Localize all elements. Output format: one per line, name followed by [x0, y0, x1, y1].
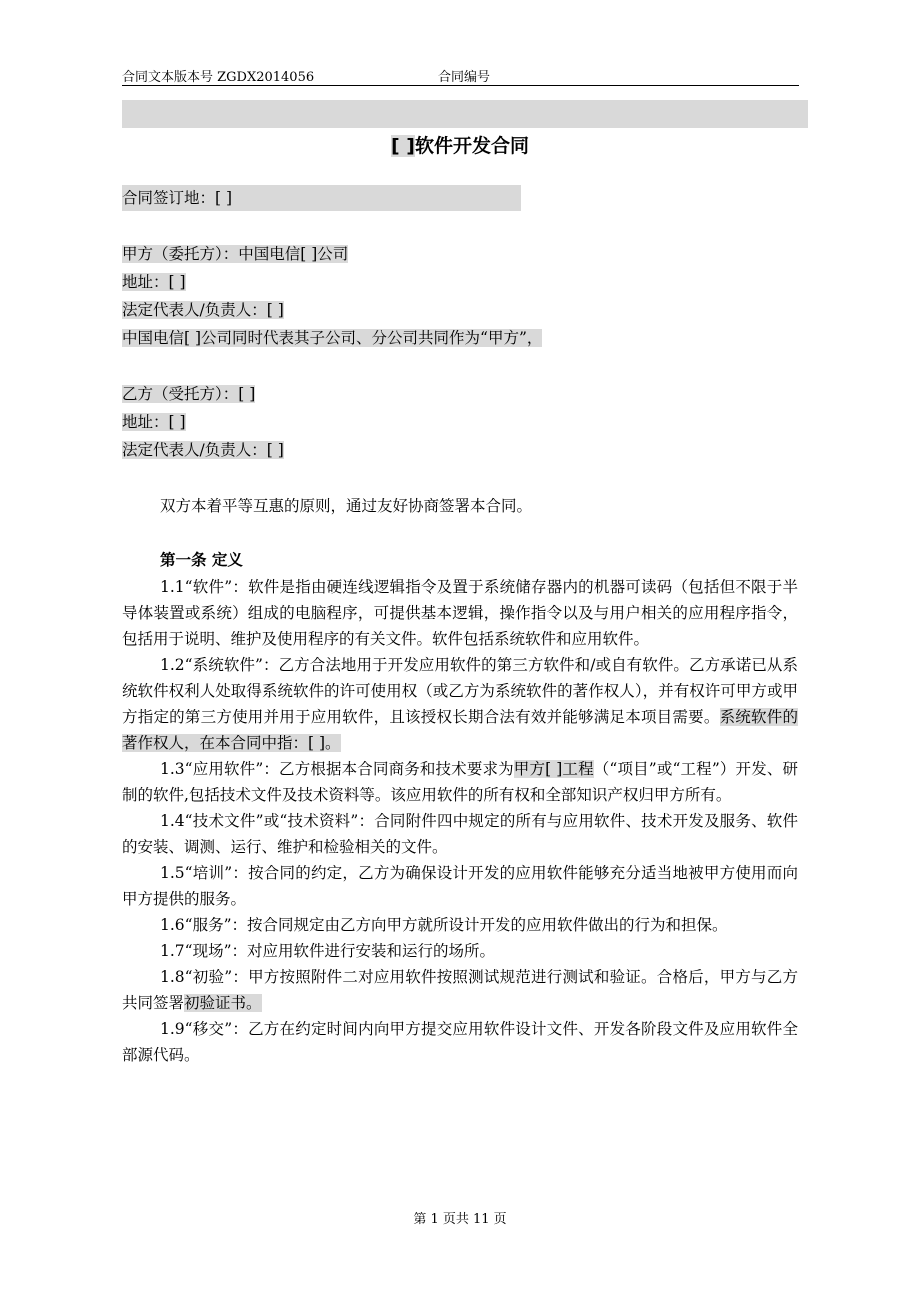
party-a: 甲方（委托方）：中国电信[ ]公司: [122, 245, 349, 263]
clause-1-4: 1.4“技术文件”或“技术资料”：合同附件四中规定的所有与应用软件、技术开发及服务、软件的安装、调测、运行、维护和检验相关的文件。: [122, 812, 798, 856]
title-text: 软件开发合同: [414, 135, 529, 157]
clause-1-1: 1.1“软件”：软件是指由硬连线逻辑指令及置于系统储存器内的机器可读码（包括但不限于半导体装置或系统）组成的电脑程序，可提供基本逻辑，操作指令以及与用户相关的应用程序指令，包括用于说明、维护及使用程序的有关文件。软件包括系统软件和应用软件。: [122, 578, 798, 648]
preamble: 双方本着平等互惠的原则，通过友好协商签署本合同。: [160, 497, 533, 515]
article-1-heading: 第一条 定义: [160, 551, 243, 569]
version-label: 合同文本版本号 ZGDX2014056: [122, 70, 315, 85]
clause-1-2: 1.2“系统软件”：乙方合法地用于开发应用软件的第三方软件和/或自有软件。乙方承诺已从系统软件权利人处取得系统软件的许可使用权（或乙方为系统软件的著作权人），并有权许可甲方或甲方指定的第三方使用并用于应用软件，且该授权长期合法有效并能够满足本项目需要。系统软件的著作权人，在本合同中指：[ ]。: [122, 656, 798, 752]
title-bracket-field: [ ]: [391, 135, 415, 157]
article-1-body: [122, 574, 798, 1068]
clause-1-3: 1.3“应用软件”：乙方根据本合同商务和技术要求为甲方[ ]工程（“项目”或“工程”）开发、研制的软件,包括技术文件及技术资料等。该应用软件的所有权和全部知识产权归甲方所有。: [122, 760, 799, 804]
party-b: 乙方（受托方）：[ ]: [122, 385, 256, 403]
system-software-owner-field: 系统软件的著作权人，在本合同中指：[ ]。: [122, 708, 798, 752]
project-name-field: 甲方[ ]工程: [513, 760, 594, 778]
header-rule: [122, 85, 799, 86]
party-b-address: 地址：[ ]: [122, 413, 186, 431]
initial-acceptance-certificate-field: 初验证书。: [184, 994, 262, 1012]
document-title: [0, 131, 920, 158]
clause-1-5: 1.5“培训”：按合同的约定，乙方为确保设计开发的应用软件能够充分适当地被甲方使用而向甲方提供的服务。: [122, 864, 798, 908]
party-b-representative: 法定代表人/负责人：[ ]: [122, 441, 284, 459]
party-a-note: 中国电信[ ]公司同时代表其子公司、分公司共同作为“甲方”，: [122, 329, 543, 347]
clause-1-6: 1.6“服务”：按合同规定由乙方向甲方就所设计开发的应用软件做出的行为和担保。: [160, 916, 728, 934]
contract-number-label: 合同编号: [438, 70, 491, 85]
party-a-address: 地址：[ ]: [122, 273, 186, 291]
party-a-representative: 法定代表人/负责人：[ ]: [122, 301, 284, 319]
clause-1-8: 1.8“初验”：甲方按照附件二对应用软件按照测试规范进行测试和验证。合格后，甲方与乙方共同签署初验证书。: [122, 968, 798, 1012]
clause-1-9: 1.9“移交”：乙方在约定时间内向甲方提交应用软件设计文件、开发各阶段文件及应用软件全部源代码。: [122, 1020, 798, 1064]
signing-place: 合同签订地：[ ]: [122, 185, 521, 211]
page-footer: 第 1 页共 11 页: [413, 1212, 507, 1227]
form-field-band: [122, 100, 808, 128]
clause-1-7: 1.7“现场”：对应用软件进行安装和运行的场所。: [160, 942, 495, 960]
